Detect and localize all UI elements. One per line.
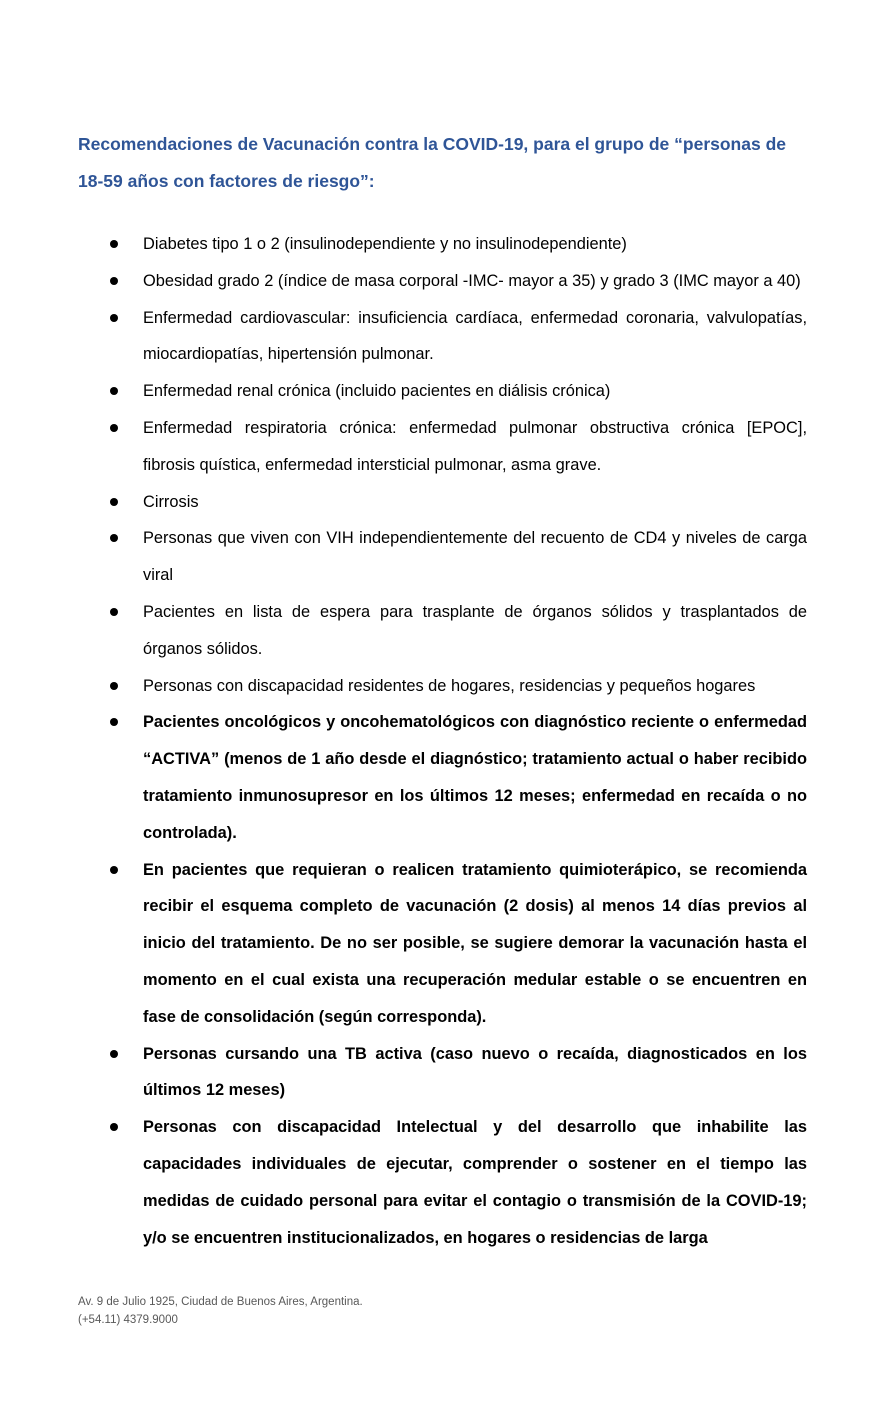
bullet-icon	[110, 608, 118, 616]
list-item-text: Personas que viven con VIH independientemente del recuento de CD4 y niveles de carga viral	[143, 529, 807, 585]
list-item	[110, 852, 807, 1036]
list-item-text: Enfermedad respiratoria crónica: enfermedad pulmonar obstructiva crónica [EPOC], fibrosis quística, enfermedad intersticial pulmonar, asma grave.	[143, 418, 807, 474]
list-item	[110, 1109, 807, 1256]
list-item	[110, 1036, 807, 1110]
page-footer	[78, 1293, 363, 1329]
footer-phone: (+54.11) 4379.9000	[78, 1314, 178, 1326]
bullet-icon	[110, 682, 118, 690]
list-item	[110, 520, 807, 594]
list-item	[110, 226, 807, 263]
list-item	[110, 484, 807, 521]
list-item-text: Enfermedad renal crónica (incluido pacientes en diálisis crónica)	[143, 382, 611, 401]
bullet-icon	[110, 314, 118, 322]
list-item	[110, 704, 807, 851]
bullet-icon	[110, 534, 118, 542]
bullet-icon	[110, 1050, 118, 1058]
bullet-icon	[110, 387, 118, 395]
list-item-text: Pacientes en lista de espera para trasplante de órganos sólidos y trasplantados de órganos sólidos.	[143, 602, 807, 658]
risk-factor-list	[110, 226, 807, 1256]
bullet-icon	[110, 240, 118, 248]
bullet-icon	[110, 866, 118, 874]
list-item-text: Personas con discapacidad Intelectual y del desarrollo que inhabilite las capacidades individuales de ejecutar, comprender o sostener en el tiempo las medidas de cuidado personal para evitar el contagio o transmisión de la COVID-19; y/o se encuentren institucionalizados, en hogares o residencias de larga	[143, 1118, 807, 1247]
page-title: Recomendaciones de Vacunación contra la COVID-19, para el grupo de “personas de 18-59 años con factores de riesgo”:	[78, 134, 786, 191]
list-item-text: En pacientes que requieran o realicen tratamiento quimioterápico, se recomienda recibir el esquema completo de vacunación (2 dosis) al menos 14 días previos al inicio del tratamiento. De no ser posible, se sugiere demorar la vacunación hasta el momento en el cual exista una recuperación medular estable o se encuentren en fase de consolidación (según corresponda).	[143, 860, 807, 1026]
bullet-icon	[110, 424, 118, 432]
list-item-text: Personas con discapacidad residentes de hogares, residencias y pequeños hogares	[143, 676, 756, 695]
bullet-icon	[110, 718, 118, 726]
list-item	[110, 263, 807, 300]
list-item-text: Personas cursando una TB activa (caso nuevo o recaída, diagnosticados en los últimos 12 meses)	[143, 1044, 807, 1100]
bullet-icon	[110, 498, 118, 506]
list-item	[110, 300, 807, 374]
list-item	[110, 410, 807, 484]
list-item-text: Cirrosis	[143, 492, 199, 511]
list-item-text: Pacientes oncológicos y oncohematológicos con diagnóstico reciente o enfermedad “ACTIVA” (menos de 1 año desde el diagnóstico; tratamiento actual o haber recibido tratamiento inmunosupresor en los últimos 12 meses; enfermedad en recaída o no controlada).	[143, 713, 807, 842]
list-item-text: Diabetes tipo 1 o 2 (insulinodependiente y no insulinodependiente)	[143, 235, 627, 253]
footer-address: Av. 9 de Julio 1925, Ciudad de Buenos Aires, Argentina.	[78, 1296, 363, 1308]
list-item	[110, 668, 807, 705]
bullet-icon	[110, 1123, 118, 1131]
bullet-icon	[110, 277, 118, 285]
list-item-text: Obesidad grado 2 (índice de masa corporal -IMC- mayor a 35) y grado 3 (IMC mayor a 40)	[143, 271, 801, 290]
list-item-text: Enfermedad cardiovascular: insuficiencia cardíaca, enfermedad coronaria, valvulopatías, miocardiopatías, hipertensión pulmonar.	[143, 308, 807, 364]
list-item	[110, 373, 807, 410]
list-item	[110, 594, 807, 668]
